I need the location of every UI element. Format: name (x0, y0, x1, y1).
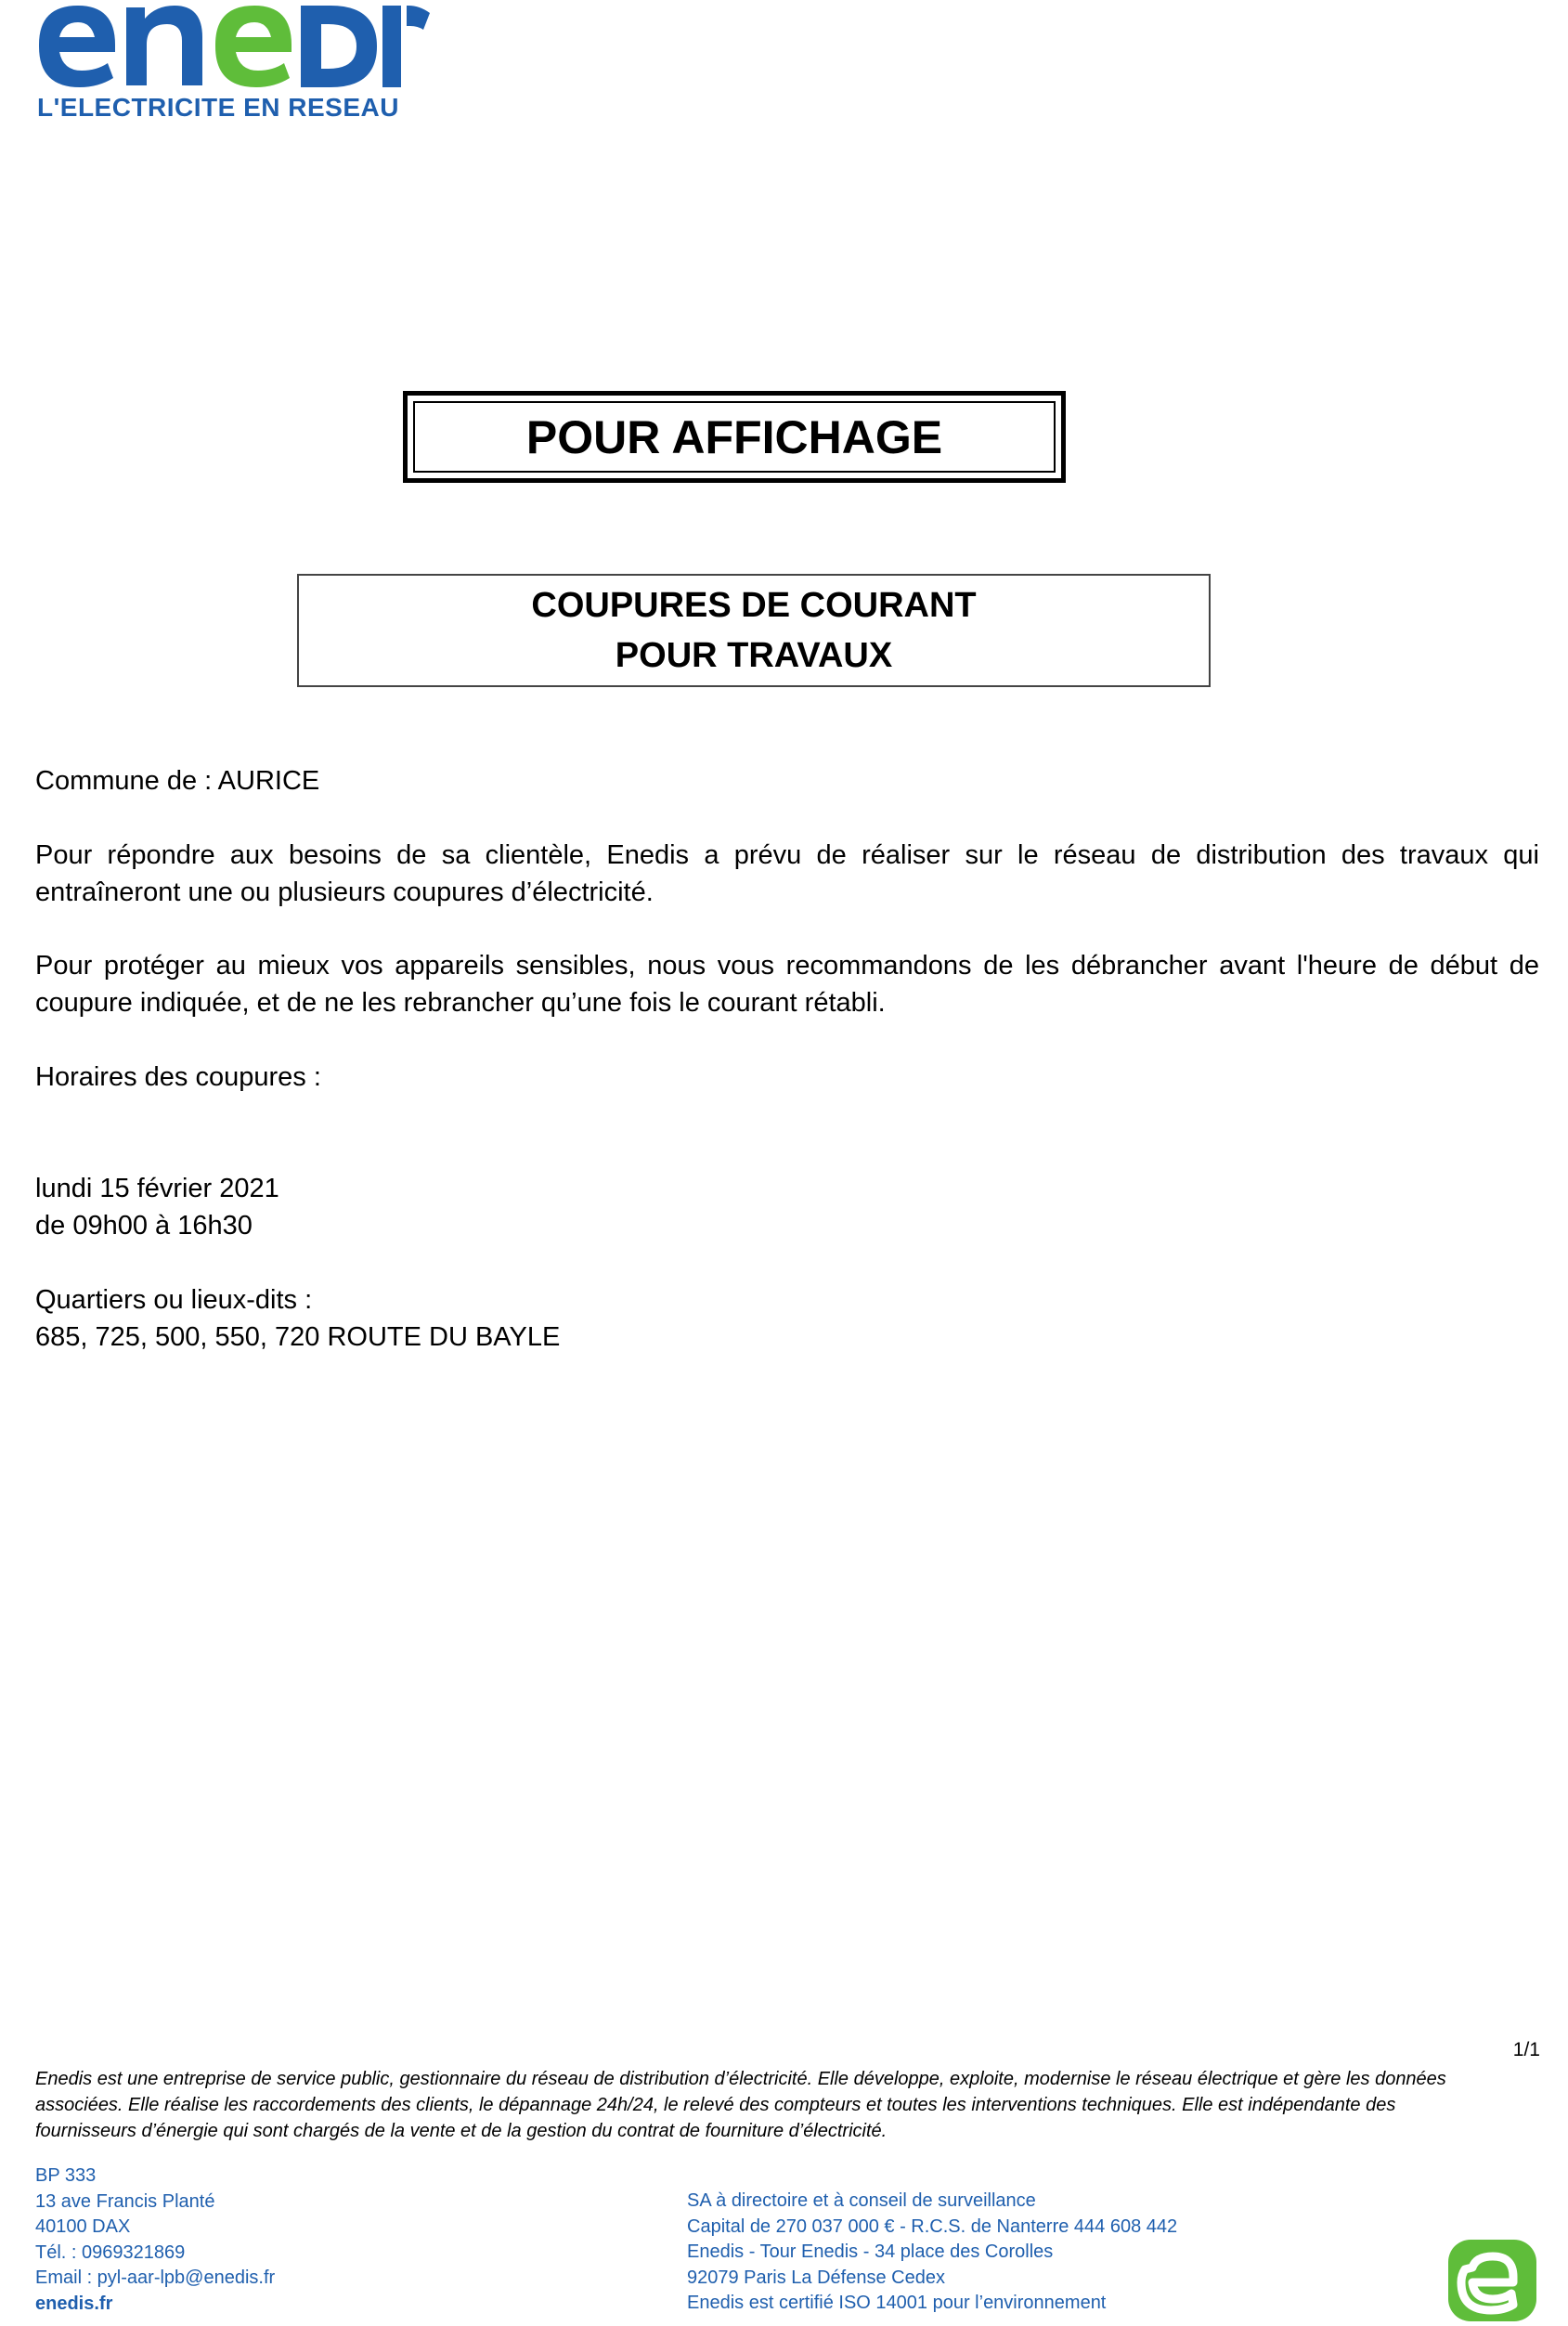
legal-line-2: associées. Elle réalise les raccordements des clients, le dépannage 24h/24, le relevé des compteurs et toutes les interventions techniques. Elle est indépendante des (35, 2095, 1396, 2115)
subtitle-line-1: COUPURES DE COURANT (531, 586, 977, 625)
quartiers-value: 685, 725, 500, 550, 720 ROUTE DU BAYLE (35, 1322, 561, 1352)
commune-line: Commune de : AURICE (35, 766, 320, 796)
address-right-line: Capital de 270 037 000 € - R.C.S. de Nanterre 444 608 442 (687, 2216, 1178, 2237)
address-left-line: Tél. : 0969321869 (35, 2242, 186, 2263)
paragraph-2-line-1: Pour protéger au mieux vos appareils sensibles, nous vous recommandons de les débrancher avant l'heure de début de (35, 951, 1539, 981)
quartiers-label: Quartiers ou lieux-dits : (35, 1285, 313, 1315)
horaires-label: Horaires des coupures : (35, 1062, 321, 1092)
subtitle-line-2: POUR TRAVAUX (615, 636, 893, 675)
website-link[interactable]: enedis.fr (35, 2293, 113, 2314)
paragraph-2-line-2: coupure indiquée, et de ne les rebrancher qu’une fois le courant rétabli. (35, 988, 886, 1018)
address-left-line: 40100 DAX (35, 2216, 131, 2237)
address-right (687, 2189, 1177, 2317)
paragraph-1 (35, 837, 1539, 911)
paragraph-1-line-1: Pour répondre aux besoins de sa clientèle, Enedis a prévu de réaliser sur le réseau de distribution des travaux qui (35, 840, 1539, 870)
legal-notice (35, 2066, 1502, 2144)
outage-date: lundi 15 février 2021 (35, 1174, 279, 1203)
address-right-line: Enedis - Tour Enedis - 34 place des Corolles (687, 2242, 1054, 2262)
legal-line-3: fournisseurs d’énergie qui sont chargés de la vente et de la gestion du contrat de fourniture d’électricité. (35, 2121, 888, 2141)
subtitle-box (297, 574, 1211, 687)
paragraph-1-line-2: entraîneront une ou plusieurs coupures d’électricité. (35, 877, 654, 907)
logo-tagline: L'ELECTRICITE EN RESEAU (37, 93, 399, 122)
address-right-line: Enedis est certifié ISO 14001 pour l’environnement (687, 2293, 1107, 2313)
enedis-wordmark-icon (35, 0, 430, 93)
page-title: POUR AFFICHAGE (525, 410, 943, 463)
address-left (35, 2164, 275, 2317)
address-right-line: SA à directoire et à conseil de surveillance (687, 2190, 1036, 2211)
paragraph-2 (35, 947, 1539, 1021)
address-left-line: 13 ave Francis Planté (35, 2190, 215, 2212)
enedis-e-logo-icon (1448, 2240, 1536, 2321)
legal-line-1: Enedis est une entreprise de service public, gestionnaire du réseau de distribution d’électricité. Elle développe, exploite, modernise le réseau électrique et gère les données (35, 2069, 1446, 2089)
outage-hours: de 09h00 à 16h30 (35, 1211, 253, 1241)
title-box (403, 391, 1066, 483)
address-left-line: BP 333 (35, 2165, 97, 2186)
address-right-line: 92079 Paris La Défense Cedex (687, 2267, 945, 2288)
email-link[interactable]: Email : pyl-aar-lpb@enedis.fr (35, 2268, 276, 2288)
page-number: 1/1 (1512, 2039, 1540, 2060)
